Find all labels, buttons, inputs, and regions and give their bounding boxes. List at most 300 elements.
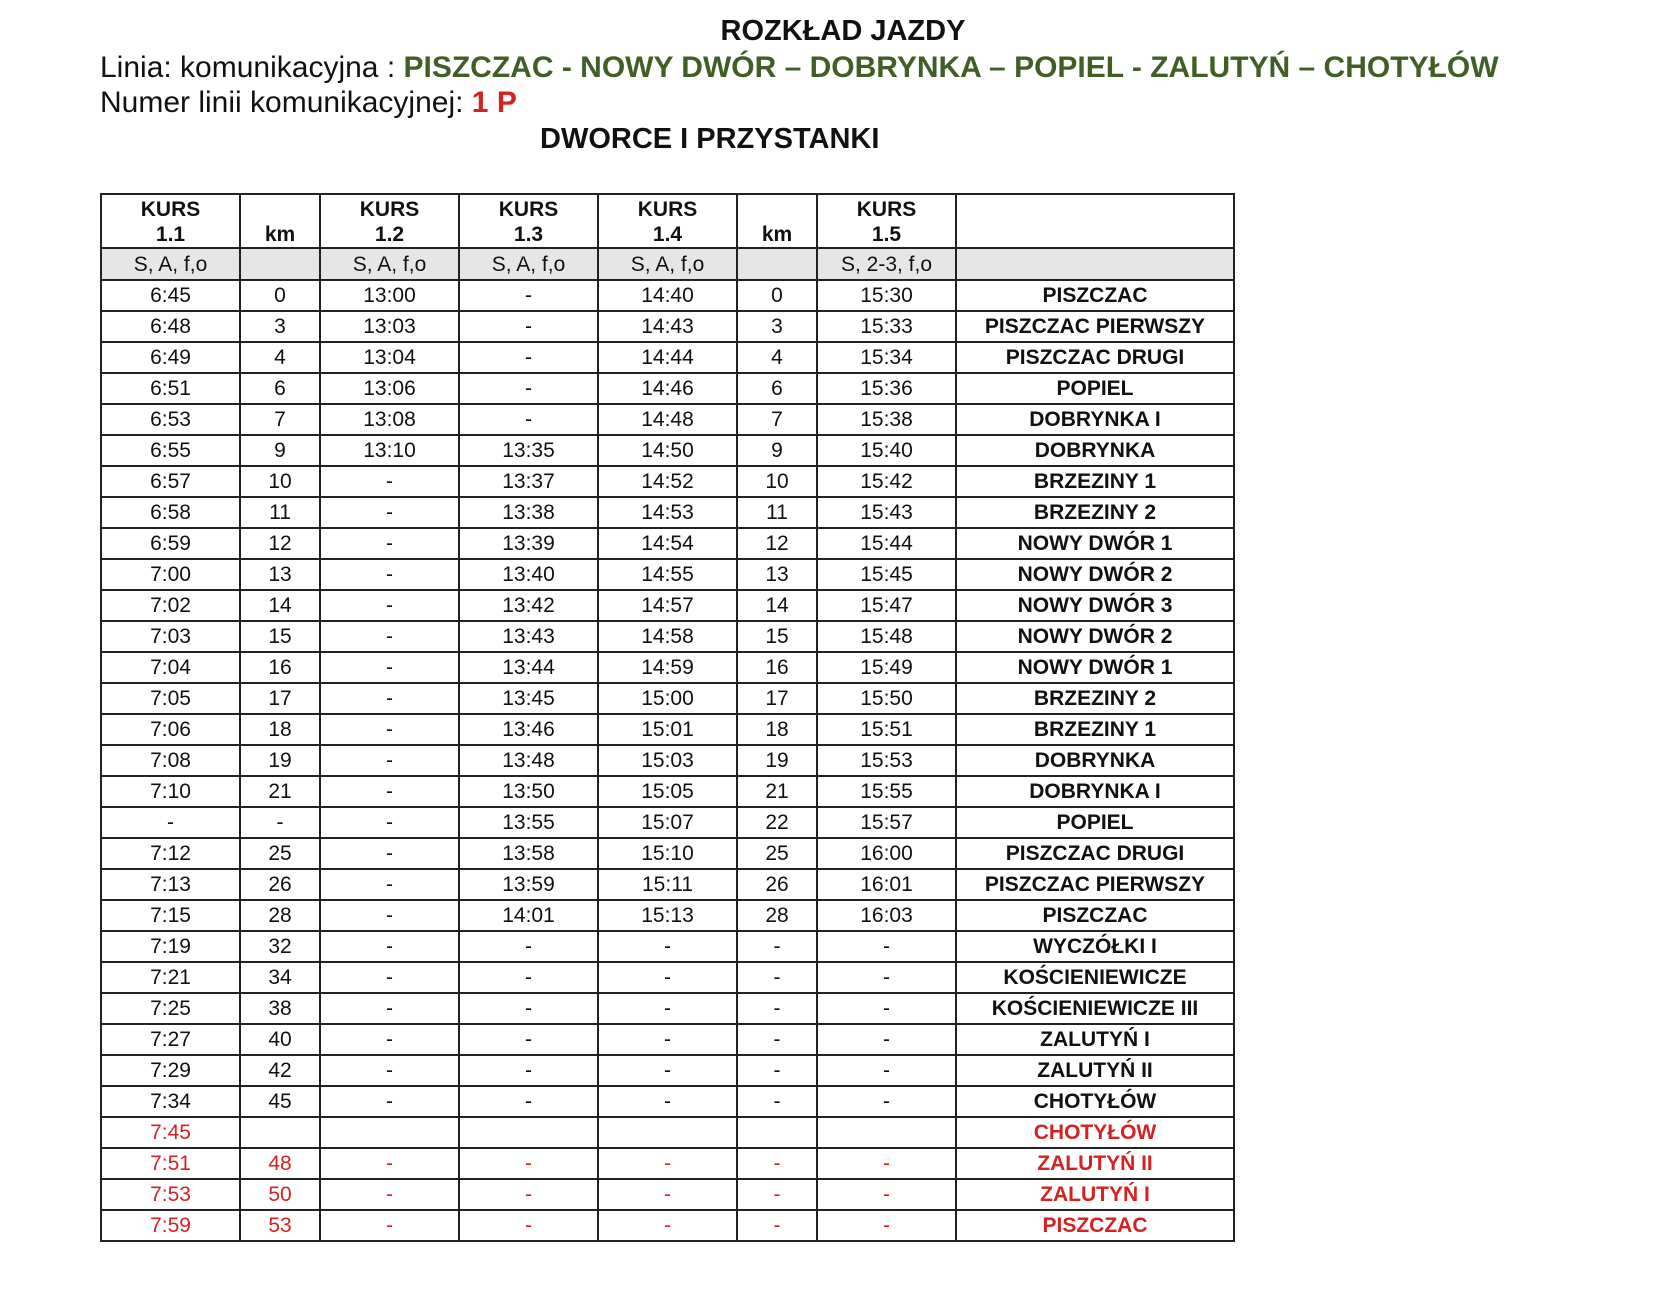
table-row (101, 1024, 1234, 1055)
days-cell: S, A, f,o (101, 248, 240, 280)
time-cell: - (320, 776, 459, 807)
time-cell: 7:12 (101, 838, 240, 869)
km-cell: 9 (240, 435, 320, 466)
time-cell: 7:53 (101, 1179, 240, 1210)
time-cell: 14:44 (598, 342, 737, 373)
km-cell: 3 (240, 311, 320, 342)
stop-name: WYCZÓŁKI I (956, 931, 1234, 962)
route-line (100, 50, 1499, 86)
time-cell: - (320, 1210, 459, 1241)
time-cell: 7:10 (101, 776, 240, 807)
km-cell: 53 (240, 1210, 320, 1241)
time-cell: 7:21 (101, 962, 240, 993)
time-cell: 15:11 (598, 869, 737, 900)
time-cell: 14:59 (598, 652, 737, 683)
time-cell: 15:42 (817, 466, 956, 497)
time-cell: 7:02 (101, 590, 240, 621)
km-cell: 7 (240, 404, 320, 435)
days-cell (240, 248, 320, 280)
km-cell: 6 (240, 373, 320, 404)
time-cell: - (817, 1024, 956, 1055)
stop-name: CHOTYŁÓW (956, 1117, 1234, 1148)
time-cell: - (101, 807, 240, 838)
time-cell: 6:55 (101, 435, 240, 466)
stop-name: ZALUTYŃ II (956, 1055, 1234, 1086)
table-row (101, 714, 1234, 745)
km-cell: 14 (737, 590, 817, 621)
time-cell: - (817, 1055, 956, 1086)
km-cell: 9 (737, 435, 817, 466)
table-row (101, 838, 1234, 869)
stop-name: KOŚCIENIEWICZE (956, 962, 1234, 993)
km-cell: 40 (240, 1024, 320, 1055)
km-cell: 17 (240, 683, 320, 714)
km-cell: - (737, 1210, 817, 1241)
time-cell: 13:58 (459, 838, 598, 869)
km-cell: 21 (737, 776, 817, 807)
time-cell: 13:43 (459, 621, 598, 652)
time-cell: - (598, 1210, 737, 1241)
time-cell: 15:01 (598, 714, 737, 745)
time-cell: 13:44 (459, 652, 598, 683)
time-cell: - (320, 559, 459, 590)
km-cell: 34 (240, 962, 320, 993)
time-cell: 7:05 (101, 683, 240, 714)
time-cell: 7:34 (101, 1086, 240, 1117)
km-cell: 28 (240, 900, 320, 931)
time-cell: - (817, 1210, 956, 1241)
time-cell: - (320, 652, 459, 683)
time-cell: - (817, 931, 956, 962)
time-cell: 6:45 (101, 280, 240, 311)
km-cell (737, 1117, 817, 1148)
days-cell (956, 248, 1234, 280)
header-kurs-1-4: KURS 1.4 (598, 194, 737, 248)
time-cell: - (320, 962, 459, 993)
time-cell: - (320, 931, 459, 962)
stop-name: PISZCZAC (956, 900, 1234, 931)
time-cell: 15:40 (817, 435, 956, 466)
km-cell: 25 (240, 838, 320, 869)
table-row (101, 652, 1234, 683)
time-cell: 14:48 (598, 404, 737, 435)
time-cell: 13:59 (459, 869, 598, 900)
km-cell: 13 (737, 559, 817, 590)
time-cell: - (598, 993, 737, 1024)
time-cell: 7:03 (101, 621, 240, 652)
km-cell: 38 (240, 993, 320, 1024)
time-cell: 14:40 (598, 280, 737, 311)
table-row (101, 683, 1234, 714)
time-cell: 15:48 (817, 621, 956, 652)
time-cell: - (320, 1055, 459, 1086)
time-cell: 14:46 (598, 373, 737, 404)
km-cell: 15 (737, 621, 817, 652)
time-cell: 15:30 (817, 280, 956, 311)
time-cell: 7:25 (101, 993, 240, 1024)
stop-name: POPIEL (956, 807, 1234, 838)
time-cell: 15:43 (817, 497, 956, 528)
stop-name: CHOTYŁÓW (956, 1086, 1234, 1117)
table-row-return (101, 1148, 1234, 1179)
stop-name: PISZCZAC (956, 1210, 1234, 1241)
header-kurs-1-3: KURS 1.3 (459, 194, 598, 248)
time-cell: - (459, 1086, 598, 1117)
km-cell: 10 (737, 466, 817, 497)
time-cell: 13:37 (459, 466, 598, 497)
km-cell: 0 (240, 280, 320, 311)
km-cell: 18 (737, 714, 817, 745)
time-cell (598, 1117, 737, 1148)
time-cell: 15:34 (817, 342, 956, 373)
time-cell: 6:48 (101, 311, 240, 342)
header-row (101, 194, 1234, 248)
time-cell: - (320, 838, 459, 869)
time-cell: 7:45 (101, 1117, 240, 1148)
time-cell: 6:51 (101, 373, 240, 404)
table-row (101, 962, 1234, 993)
time-cell: 7:06 (101, 714, 240, 745)
table-row (101, 745, 1234, 776)
time-cell: - (320, 1086, 459, 1117)
time-cell: - (598, 1148, 737, 1179)
time-cell: 15:51 (817, 714, 956, 745)
time-cell: - (320, 621, 459, 652)
table-row (101, 1086, 1234, 1117)
stop-name: BRZEZINY 1 (956, 714, 1234, 745)
table-row (101, 404, 1234, 435)
km-cell: 12 (240, 528, 320, 559)
time-cell: 13:04 (320, 342, 459, 373)
table-row (101, 900, 1234, 931)
time-cell: - (320, 1179, 459, 1210)
time-cell: 16:03 (817, 900, 956, 931)
table-row (101, 497, 1234, 528)
time-cell: - (320, 900, 459, 931)
time-cell: 6:49 (101, 342, 240, 373)
km-cell: 10 (240, 466, 320, 497)
time-cell: - (320, 1148, 459, 1179)
time-cell: 14:57 (598, 590, 737, 621)
time-cell: - (320, 1024, 459, 1055)
time-cell: - (598, 962, 737, 993)
km-cell: 11 (240, 497, 320, 528)
stop-name: PISZCZAC PIERWSZY (956, 311, 1234, 342)
days-cell: S, A, f,o (459, 248, 598, 280)
stop-name: PISZCZAC DRUGI (956, 838, 1234, 869)
time-cell: - (598, 1179, 737, 1210)
km-cell: - (737, 1055, 817, 1086)
stop-name: NOWY DWÓR 1 (956, 652, 1234, 683)
table-row (101, 776, 1234, 807)
km-cell: - (737, 1024, 817, 1055)
time-cell: - (459, 373, 598, 404)
time-cell: - (459, 1024, 598, 1055)
time-cell: - (598, 931, 737, 962)
table-row (101, 869, 1234, 900)
time-cell: - (459, 993, 598, 1024)
time-cell: - (598, 1086, 737, 1117)
table-row (101, 280, 1234, 311)
time-cell: 13:42 (459, 590, 598, 621)
table-row (101, 435, 1234, 466)
time-cell: - (320, 683, 459, 714)
page-title: ROZKŁAD JAZDY (720, 15, 966, 47)
header-kurs-1-5: KURS 1.5 (817, 194, 956, 248)
time-cell: 7:08 (101, 745, 240, 776)
time-cell: 7:51 (101, 1148, 240, 1179)
stop-name: DOBRYNKA I (956, 404, 1234, 435)
time-cell: 15:03 (598, 745, 737, 776)
time-cell: 14:52 (598, 466, 737, 497)
time-cell: - (320, 497, 459, 528)
time-cell: 14:01 (459, 900, 598, 931)
table-row (101, 1055, 1234, 1086)
time-cell: - (817, 993, 956, 1024)
stop-name: POPIEL (956, 373, 1234, 404)
header-kurs-1-1: KURS 1.1 (101, 194, 240, 248)
time-cell: 13:40 (459, 559, 598, 590)
km-cell: 32 (240, 931, 320, 962)
time-cell: - (817, 1086, 956, 1117)
time-cell: 13:06 (320, 373, 459, 404)
km-cell: 0 (737, 280, 817, 311)
time-cell: 13:38 (459, 497, 598, 528)
time-cell: 6:59 (101, 528, 240, 559)
time-cell: 7:13 (101, 869, 240, 900)
timetable (100, 193, 1235, 1242)
table-row (101, 807, 1234, 838)
time-cell: - (817, 1179, 956, 1210)
line-number-row (100, 85, 517, 121)
time-cell: 15:44 (817, 528, 956, 559)
time-cell: 13:48 (459, 745, 598, 776)
km-cell: 12 (737, 528, 817, 559)
km-cell: 7 (737, 404, 817, 435)
time-cell: - (320, 590, 459, 621)
table-row (101, 559, 1234, 590)
stop-name: BRZEZINY 1 (956, 466, 1234, 497)
table-row (101, 466, 1234, 497)
stop-name: ZALUTYŃ I (956, 1024, 1234, 1055)
time-cell: 7:00 (101, 559, 240, 590)
time-cell: - (320, 869, 459, 900)
stop-name: PISZCZAC PIERWSZY (956, 869, 1234, 900)
time-cell: 7:19 (101, 931, 240, 962)
km-cell: - (737, 1148, 817, 1179)
km-cell: 48 (240, 1148, 320, 1179)
time-cell: - (459, 1055, 598, 1086)
table-row-return (101, 1210, 1234, 1241)
line-number-value: 1 P (471, 86, 517, 119)
km-cell: 21 (240, 776, 320, 807)
km-cell: 4 (737, 342, 817, 373)
timetable-body (101, 280, 1234, 1241)
time-cell: 13:35 (459, 435, 598, 466)
time-cell: 15:05 (598, 776, 737, 807)
header-km-2: km (737, 194, 817, 248)
km-cell: 3 (737, 311, 817, 342)
time-cell: - (320, 528, 459, 559)
time-cell: 7:59 (101, 1210, 240, 1241)
time-cell: 13:46 (459, 714, 598, 745)
time-cell: 16:00 (817, 838, 956, 869)
km-cell: 11 (737, 497, 817, 528)
time-cell: 15:10 (598, 838, 737, 869)
time-cell: 13:10 (320, 435, 459, 466)
time-cell: 6:58 (101, 497, 240, 528)
table-row (101, 931, 1234, 962)
time-cell: - (459, 1179, 598, 1210)
days-cell: S, 2-3, f,o (817, 248, 956, 280)
time-cell: 15:45 (817, 559, 956, 590)
time-cell: 7:27 (101, 1024, 240, 1055)
time-cell: 13:03 (320, 311, 459, 342)
time-cell: 6:53 (101, 404, 240, 435)
time-cell: 15:07 (598, 807, 737, 838)
stop-name: NOWY DWÓR 2 (956, 621, 1234, 652)
time-cell: 14:50 (598, 435, 737, 466)
table-row (101, 993, 1234, 1024)
stop-name: BRZEZINY 2 (956, 497, 1234, 528)
time-cell: 14:54 (598, 528, 737, 559)
time-cell: 15:00 (598, 683, 737, 714)
table-row (101, 342, 1234, 373)
km-cell: 18 (240, 714, 320, 745)
stop-name: NOWY DWÓR 2 (956, 559, 1234, 590)
km-cell: 19 (240, 745, 320, 776)
days-cell: S, A, f,o (320, 248, 459, 280)
time-cell: 15:36 (817, 373, 956, 404)
days-cell: S, A, f,o (598, 248, 737, 280)
km-cell: - (737, 1179, 817, 1210)
km-cell: 26 (737, 869, 817, 900)
time-cell: - (459, 342, 598, 373)
time-cell: 6:57 (101, 466, 240, 497)
days-row (101, 248, 1234, 280)
km-cell: 28 (737, 900, 817, 931)
time-cell: 15:13 (598, 900, 737, 931)
km-cell: - (737, 993, 817, 1024)
time-cell: 13:00 (320, 280, 459, 311)
km-cell: - (737, 1086, 817, 1117)
time-cell: - (459, 1148, 598, 1179)
time-cell (459, 1117, 598, 1148)
time-cell: 13:50 (459, 776, 598, 807)
route-name: PISZCZAC - NOWY DWÓR – DOBRYNKA – POPIEL - ZALUTYŃ – CHOTYŁÓW (403, 51, 1499, 84)
stop-name: BRZEZINY 2 (956, 683, 1234, 714)
time-cell: - (320, 745, 459, 776)
table-row (101, 528, 1234, 559)
time-cell: 14:58 (598, 621, 737, 652)
table-row (101, 373, 1234, 404)
time-cell: 14:53 (598, 497, 737, 528)
stop-name: PISZCZAC (956, 280, 1234, 311)
stop-name: KOŚCIENIEWICZE III (956, 993, 1234, 1024)
table-row (101, 621, 1234, 652)
header-km-1: km (240, 194, 320, 248)
time-cell: - (459, 404, 598, 435)
km-cell: 45 (240, 1086, 320, 1117)
table-row-return (101, 1117, 1234, 1148)
time-cell: 15:55 (817, 776, 956, 807)
line-number-label: Numer linii komunikacyjnej: (100, 86, 472, 119)
time-cell (817, 1117, 956, 1148)
time-cell (320, 1117, 459, 1148)
time-cell: - (320, 807, 459, 838)
stop-name: ZALUTYŃ I (956, 1179, 1234, 1210)
time-cell: 15:53 (817, 745, 956, 776)
time-cell: 14:55 (598, 559, 737, 590)
time-cell: - (320, 993, 459, 1024)
time-cell: 7:15 (101, 900, 240, 931)
time-cell: 7:29 (101, 1055, 240, 1086)
table-row-return (101, 1179, 1234, 1210)
time-cell: - (817, 1148, 956, 1179)
km-cell: 4 (240, 342, 320, 373)
time-cell: 13:55 (459, 807, 598, 838)
time-cell: 16:01 (817, 869, 956, 900)
section-subtitle: DWORCE I PRZYSTANKI (540, 123, 880, 155)
km-cell: - (737, 962, 817, 993)
stop-name: ZALUTYŃ II (956, 1148, 1234, 1179)
time-cell: - (459, 1210, 598, 1241)
km-cell: 17 (737, 683, 817, 714)
km-cell: - (240, 807, 320, 838)
time-cell: - (459, 311, 598, 342)
stop-name: DOBRYNKA (956, 745, 1234, 776)
header-stop (956, 194, 1234, 248)
days-cell (737, 248, 817, 280)
km-cell: 6 (737, 373, 817, 404)
stop-name: DOBRYNKA I (956, 776, 1234, 807)
km-cell: 15 (240, 621, 320, 652)
table-row (101, 590, 1234, 621)
time-cell: - (817, 962, 956, 993)
route-label: Linia: komunikacyjna : (100, 51, 404, 84)
stop-name: NOWY DWÓR 1 (956, 528, 1234, 559)
time-cell: - (320, 466, 459, 497)
km-cell: 13 (240, 559, 320, 590)
km-cell: 19 (737, 745, 817, 776)
table-row (101, 311, 1234, 342)
header-kurs-1-2: KURS 1.2 (320, 194, 459, 248)
km-cell: 25 (737, 838, 817, 869)
km-cell: 22 (737, 807, 817, 838)
time-cell: - (459, 931, 598, 962)
time-cell: 15:38 (817, 404, 956, 435)
time-cell: 14:43 (598, 311, 737, 342)
time-cell: 7:04 (101, 652, 240, 683)
km-cell: 50 (240, 1179, 320, 1210)
km-cell: 42 (240, 1055, 320, 1086)
time-cell: 13:08 (320, 404, 459, 435)
km-cell: 26 (240, 869, 320, 900)
km-cell: - (737, 931, 817, 962)
km-cell: 14 (240, 590, 320, 621)
time-cell: 15:50 (817, 683, 956, 714)
stop-name: PISZCZAC DRUGI (956, 342, 1234, 373)
time-cell: 13:39 (459, 528, 598, 559)
time-cell: - (459, 962, 598, 993)
km-cell (240, 1117, 320, 1148)
time-cell: - (459, 280, 598, 311)
time-cell: 15:49 (817, 652, 956, 683)
time-cell: 15:33 (817, 311, 956, 342)
stop-name: NOWY DWÓR 3 (956, 590, 1234, 621)
time-cell: 15:47 (817, 590, 956, 621)
time-cell: - (598, 1024, 737, 1055)
